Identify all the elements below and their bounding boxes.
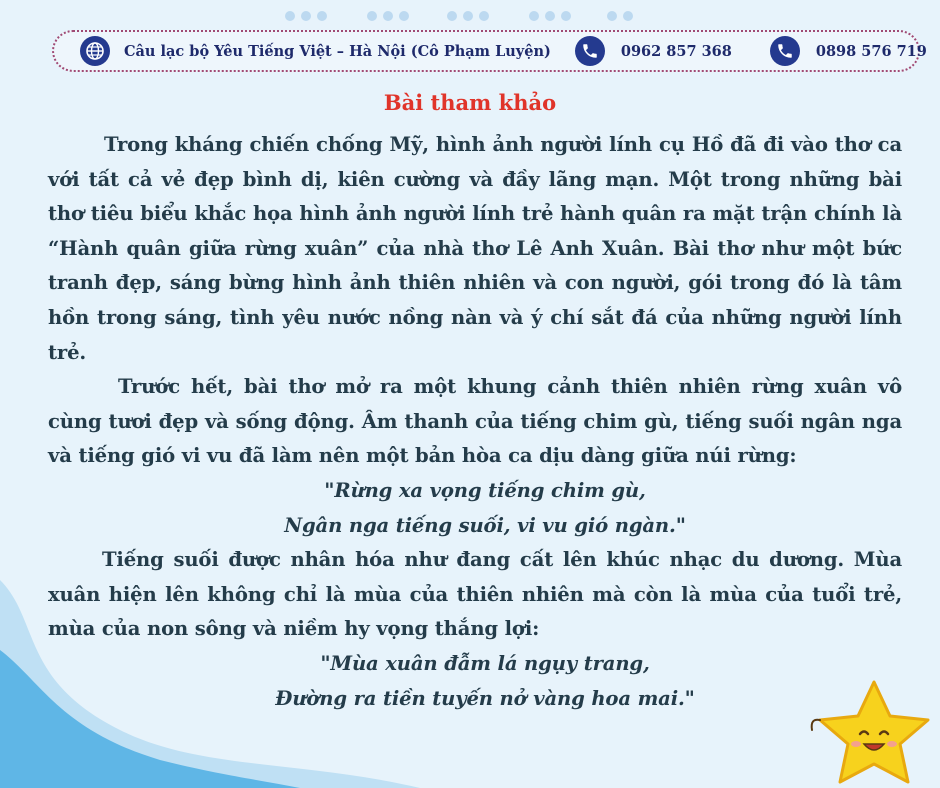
phone-number-1[interactable]: 0962 857 368 xyxy=(620,42,732,60)
document-title: Bài tham khảo xyxy=(383,90,557,115)
phone-icon xyxy=(575,36,605,66)
globe-icon xyxy=(80,36,110,66)
paragraph-1: Trong kháng chiến chống Mỹ, hình ảnh người lính cụ Hồ đã đi vào thơ ca với tất cả vẻ đẹp bình dị, kiên cường và đầy lãng mạn. Một trong những bài thơ tiêu biểu khắc họa hình ảnh người lính trẻ hành quân ra mặt trận chính là “Hành quân giữa rừng xuân” của nhà thơ Lê Anh Xuân. Bài thơ như một bức tranh đẹp, sáng bừng hình ảnh thiên nhiên và con người, gói trong đó là tâm hồn trong sáng, tình yêu nước nồng nàn và ý chí sắt đá của những người lính trẻ. xyxy=(48,133,902,364)
contact-header-bar xyxy=(52,30,927,72)
phone-icon xyxy=(770,36,800,66)
star-mascot-icon xyxy=(804,676,940,788)
paragraph-3: Tiếng suối được nhân hóa như đang cất lên khúc nhạc du dương. Mùa xuân hiện lên không chỉ là mùa của thiên nhiên mà còn là mùa của tuổi trẻ, mùa của non sông và niềm hy vọng thắng lợi: xyxy=(48,548,902,641)
decorative-dots-top xyxy=(0,0,940,30)
verse-1-line-1: "Rừng xa vọng tiếng chim gù, xyxy=(324,478,646,502)
document-body xyxy=(48,128,902,716)
phone-number-2[interactable]: 0898 576 719 xyxy=(815,42,927,60)
verse-1-line-2: Ngân nga tiếng suối, vi vu gió ngàn." xyxy=(284,513,686,537)
verse-2-line-1: "Mùa xuân đẫm lá ngụy trang, xyxy=(320,651,650,675)
paragraph-2: Trước hết, bài thơ mở ra một khung cảnh thiên nhiên rừng xuân vô cùng tươi đẹp và sống động. Âm thanh của tiếng chim gù, tiếng suối ngân nga và tiếng gió vi vu đã làm nên một bản hòa ca dịu dàng giữa núi rừng: xyxy=(48,375,902,468)
club-name: Câu lạc bộ Yêu Tiếng Việt – Hà Nội (Cô Phạm Luyện) xyxy=(124,42,551,60)
verse-2-line-2: Đường ra tiền tuyến nở vàng hoa mai." xyxy=(275,686,695,710)
